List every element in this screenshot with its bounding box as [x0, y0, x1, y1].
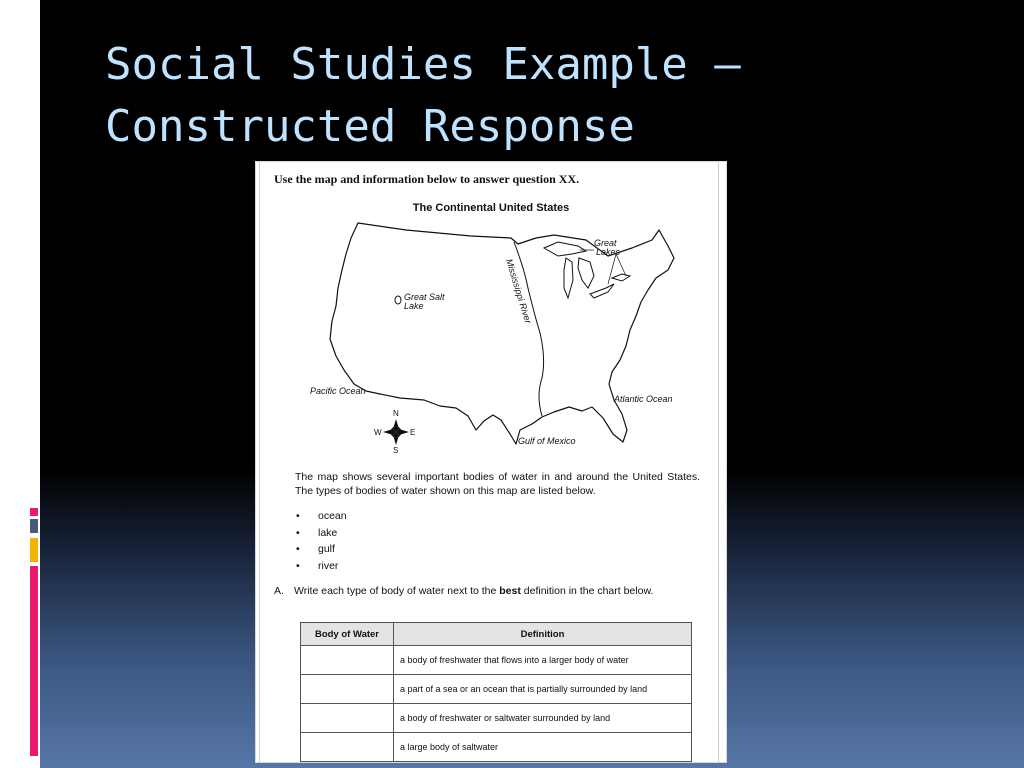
list-item: • ocean: [296, 508, 347, 525]
gulf-label: Gulf of Mexico: [518, 436, 576, 446]
pacific-label: Pacific Ocean: [310, 386, 366, 396]
lake-erie: [590, 284, 614, 298]
definition-cell: a large body of saltwater: [394, 733, 692, 762]
question-a: [274, 584, 674, 598]
compass-s: S: [393, 446, 399, 455]
column-header-body-of-water: Body of Water: [301, 623, 394, 646]
definition-chart: [300, 622, 692, 762]
great-lakes-label-1: Great: [594, 238, 617, 248]
water-type-list: [296, 508, 347, 574]
column-header-definition: Definition: [394, 623, 692, 646]
lake-huron: [578, 258, 594, 288]
great-salt-lake-label-1: Great Salt: [404, 292, 445, 302]
accent-bar-gold: [30, 538, 38, 562]
answer-cell: [301, 704, 394, 733]
table-row: [301, 675, 692, 704]
lake-ontario: [612, 274, 630, 281]
compass-w: W: [374, 428, 382, 437]
compass-n: N: [393, 409, 399, 418]
great-lakes-callout-3: [616, 254, 626, 276]
great-salt-lake-label-2: Lake: [404, 301, 424, 311]
definition-cell: a body of freshwater or saltwater surrounded by land: [394, 704, 692, 733]
mississippi-label: Mississippi River: [504, 257, 534, 325]
definition-cell: a part of a sea or an ocean that is partially surrounded by land: [394, 675, 692, 704]
map-title: The Continental United States: [412, 202, 570, 214]
list-item: • gulf: [296, 541, 347, 558]
table-row: [301, 646, 692, 675]
answer-cell: [301, 733, 394, 762]
us-outline: [330, 223, 674, 444]
table-row: [301, 704, 692, 733]
lake-superior: [544, 242, 586, 256]
map-description: The map shows several important bodies of water in and around the United States. The types of bodies of water shown on this map are listed below.: [295, 471, 700, 497]
compass-e: E: [410, 428, 416, 437]
worksheet-instruction: Use the map and information below to answer question XX.: [274, 172, 580, 186]
lake-michigan: [564, 258, 573, 298]
question-text: Write each type of body of water next to the best definition in the chart below.: [294, 585, 654, 597]
compass-rose: [374, 409, 415, 455]
accent-bar-pink: [30, 508, 38, 516]
list-item: • river: [296, 558, 347, 575]
answer-cell: [301, 646, 394, 675]
answer-cell: [301, 675, 394, 704]
accent-bar-pink-long: [30, 566, 38, 756]
atlantic-label: Atlantic Ocean: [614, 394, 673, 404]
accent-bar-slate: [30, 519, 38, 533]
slide-title: Social Studies Example – Constructed Response: [105, 39, 741, 152]
left-accent-strip: [0, 0, 40, 768]
table-row: [301, 733, 692, 762]
great-lakes-callout-2: [608, 254, 616, 284]
us-map: [296, 218, 696, 468]
page-edge-line-left: [259, 162, 260, 762]
great-salt-lake-shape: [395, 296, 401, 304]
mississippi-river-line: [514, 242, 544, 416]
list-item: • lake: [296, 525, 347, 542]
great-lakes-label-2: Lakes: [596, 247, 621, 257]
definition-cell: a body of freshwater that flows into a larger body of water: [394, 646, 692, 675]
worksheet-image: [256, 162, 726, 762]
page-edge-line-right: [718, 162, 719, 762]
question-label: A.: [274, 585, 284, 597]
